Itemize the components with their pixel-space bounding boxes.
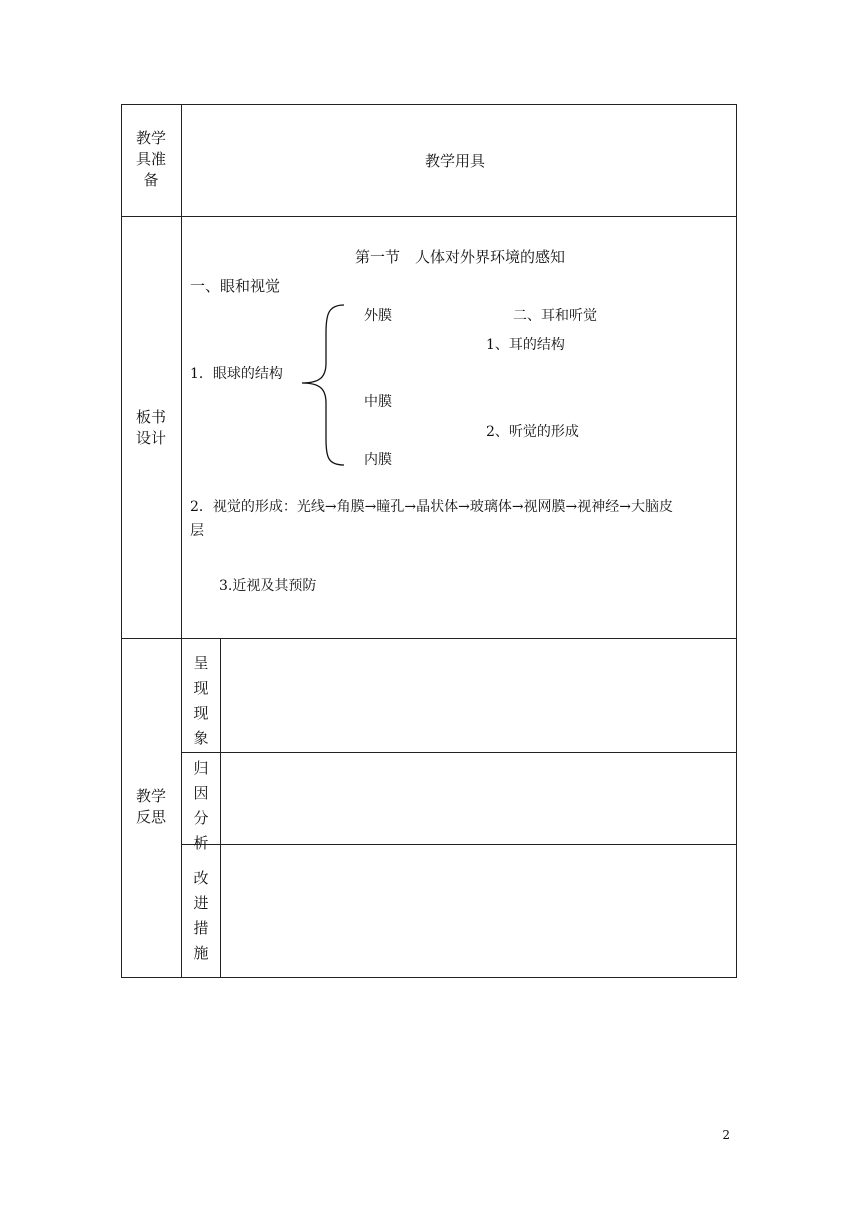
lesson-table — [121, 104, 737, 978]
curly-brace-icon — [298, 303, 348, 469]
label-column-divider — [181, 104, 182, 978]
reflection-label: 教学 反思 — [135, 787, 166, 826]
reflection-sublabel-improvement: 改 进 措 施 — [193, 869, 209, 962]
reflection-sublabel-analysis: 归 因 分 析 — [193, 759, 209, 852]
layer-inner: 内膜 — [364, 452, 392, 468]
myopia-prevention: 3.近视及其预防 — [219, 578, 317, 594]
heading-eye-vision: 一、眼和视觉 — [190, 277, 281, 295]
row-divider-board — [121, 638, 737, 639]
ear-structure: 1、耳的结构 — [486, 337, 565, 353]
heading-ear-hearing: 二、耳和听觉 — [513, 308, 597, 324]
eyeball-structure-label: 1．眼球的结构 — [190, 366, 283, 382]
hearing-formation: 2、听觉的形成 — [486, 424, 579, 440]
layer-outer: 外膜 — [364, 308, 392, 324]
board-title: 第一节 人体对外界环境的感知 — [355, 248, 566, 266]
board-label: 板书 设计 — [135, 408, 166, 447]
reflection-sublabel-phenomenon: 呈 现 现 象 — [193, 654, 209, 747]
prep-content: 教学用具 — [425, 152, 486, 170]
row-divider-prep — [121, 216, 737, 217]
reflection-row-divider-1 — [181, 752, 737, 753]
reflection-sublabel-divider — [220, 638, 221, 978]
vision-formation-line1: 2．视觉的形成：光线→角膜→瞳孔→晶状体→玻璃体→视网膜→视神经→大脑皮 — [190, 499, 674, 515]
vision-formation-line2: 层 — [190, 523, 204, 539]
reflection-row-divider-2 — [181, 844, 737, 845]
page-number: 2 — [722, 1128, 730, 1142]
prep-label: 教学 具准 备 — [135, 129, 166, 189]
layer-middle: 中膜 — [364, 394, 392, 410]
